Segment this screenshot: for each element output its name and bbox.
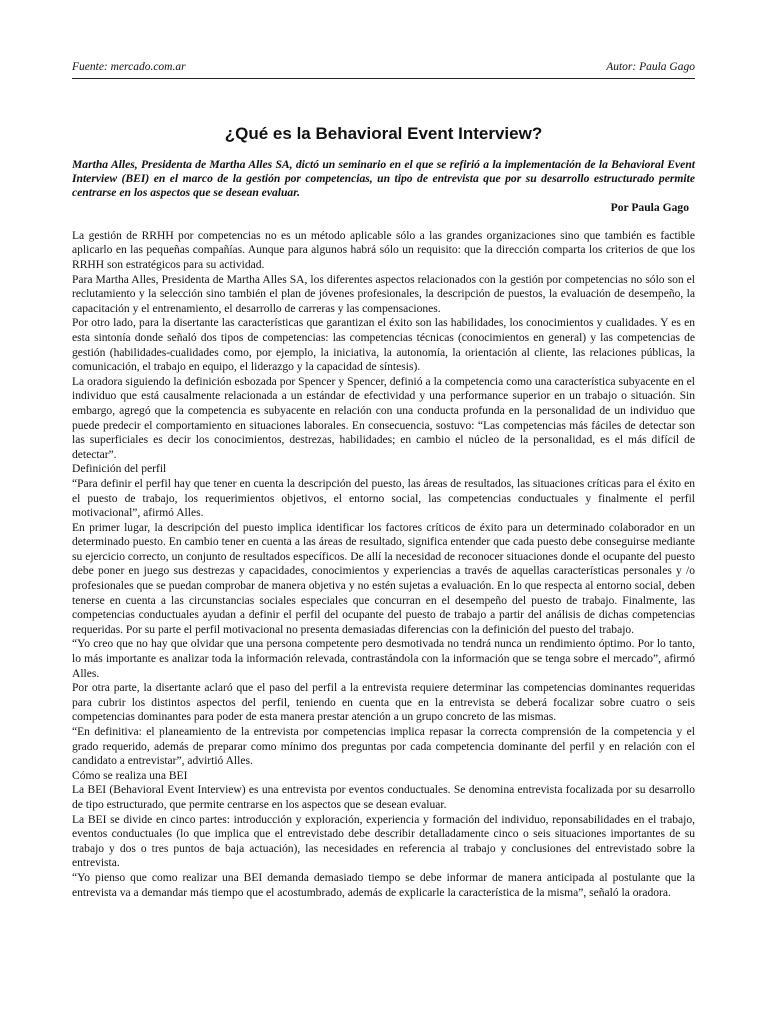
page-header (72, 60, 695, 79)
paragraph: La BEI se divide en cinco partes: introducción y exploración, experiencia y formación del individuo, reponsabilidades en el trabajo, eventos conductuales (lo que implica que el entrevistado debe describir detalladamente cinco o seis situaciones importantes de su trabajo y dos o tres puntos de baja actuación), las necesidades en referencia al trabajo y conclusiones del entrevistado sobre la entrevista. (72, 813, 695, 870)
document-page (72, 60, 695, 900)
section-heading-perfil: Definición del perfil (72, 463, 167, 476)
paragraph: La gestión de RRHH por competencias no es un método aplicable sólo a las grandes organizaciones sino que también es factible aplicarlo en las pequeñas compañías. Aunque para algunos habrá sólo un requisito: que la dirección comparta los criterios de que los RRHH son estratégicos para su actividad. (72, 229, 695, 271)
article-byline: Por Paula Gago (610, 200, 689, 214)
paragraph: La oradora siguiendo la definición esbozada por Spencer y Spencer, definió a la competencia como una característica subyacente en el individuo que está causalmente relacionada a un estándar de efectividad y una performance superior en un trabajo o situación. Sin embargo, agregó que la competencia es subyacente en relación con una conducta profunda en la personalidad de un individuo que puede predecir el comportamiento en situaciones laborales. En consecuencia, sostuvo: “Las competencias más fáciles de detectar son las superficiales es decir los conocimientos, destrezas, habilidades; en cambio el núcleo de la personalidad, es el más difícil de detectar”. (72, 375, 695, 461)
section-heading-bei: Cómo se realiza una BEI (72, 769, 188, 782)
article-lead: Martha Alles, Presidenta de Martha Alles SA, dictó un seminario en el que se refirió a la implementación de la Behavioral Event Interview (BEI) en el marco de la gestión por competencias, un tipo de entrevista que por su desarrollo estructurado permite centrarse en los aspectos que se desean evaluar. (72, 158, 695, 200)
paragraph: La BEI (Behavioral Event Interview) es una entrevista por eventos conductuales. Se denomina entrevista focalizada por su desarrollo de tipo estructurado, que permite centrarse en los aspectos que se desean evaluar. (72, 784, 695, 811)
paragraph: En primer lugar, la descripción del puesto implica identificar los factores críticos de éxito para un determinado colaborador en un determinado puesto. En cambio tener en cuenta a las áreas de resultado, significa entender que cada puesto debe conseguirse mediante su ejercicio correcto, un conjunto de resultados específicos. De allí la necesidad de reconocer situaciones donde el ocupante del puesto debe poner en juego sus destrezas y capacidades, conocimientos y experiencias a través de aquellas características personales y /o profesionales que se puedan comprobar de manera objetiva y no estén sujetas a evaluación. En lo que respecta al entorno social, deben tenerse en cuenta a las circunstancias sociales especiales que concurran en el desempeño del puesto de trabajo. Finalmente, las competencias conductuales ayudan a definir el perfil del ocupante del puesto de trabajo a partir del análisis de dichas competencias requeridas. Por su parte el perfil motivacional no presenta demasiadas diferencias con la definición del puesto del trabajo. (72, 521, 695, 636)
paragraph: “Para definir el perfil hay que tener en cuenta la descripción del puesto, las áreas de resultados, las situaciones críticas para el éxito en el puesto de trabajo, los requerimientos objetivos, el entorno social, las competencias conductuales y finalmente el perfil motivacional”, afirmó Alles. (72, 477, 695, 520)
author-label: Autor: Paula Gago (606, 61, 695, 73)
paragraph: Para Martha Alles, Presidenta de Martha Alles SA, los diferentes aspectos relacionados con la gestión por competencias no sólo son el reclutamiento y la selección sino también el plan de jóvenes profesionales, la descripción de puestos, la evaluación de desempeño, la capacitación y el entrenamiento, el desarrollo de carreras y las compensaciones. (72, 273, 695, 315)
paragraph: “Yo pienso que como realizar una BEI demanda demasiado tiempo se debe informar de manera anticipada al postulante que la entrevista va a demandar más tiempo que el acostumbrado, además de explicarle la característica de la misma”, señaló la oradora. (72, 871, 695, 899)
paragraph: Por otra parte, la disertante aclaró que el paso del perfil a la entrevista requiere determinar las competencias dominantes requeridas para cubrir los distintos aspectos del perfil, teniendo en cuenta que en la entrevista se deberá focalizar sobre cuatro o seis competencias dominantes para poder de esta manera prestar atención a un grupo concreto de las mismas. (72, 682, 695, 724)
source-label: Fuente: mercado.com.ar (72, 61, 186, 73)
paragraph: “En definitiva: el planeamiento de la entrevista por competencias implica repasar la correcta comprensión de la competencia y el grado requerido, además de preparar como mínimo dos preguntas por cada competencia dominante del perfil y en relación con el candidato a entrevistar”, advirtió Alles. (72, 726, 695, 768)
article-body (72, 229, 695, 900)
paragraph: Por otro lado, para la disertante las características que garantizan el éxito son las habilidades, los conocimientos y cualidades. Y es en esta sintonía donde señaló dos tipos de competencias: las competencias técnicas (conocimientos en general) y las competencias de gestión (habilidades-cualidades como, por ejemplo, la iniciativa, la autonomía, la orientación al cliente, las relaciones públicas, la comunicación, el trabajo en equipo, el liderazgo y la capacidad de síntesis). (72, 317, 695, 374)
paragraph: “Yo creo que no hay que olvidar que una persona competente pero desmotivada no tendrá nunca un rendimiento óptimo. Por lo tanto, lo más importante es analizar toda la información relevada, contrastándola con la información que se tenga sobre el mercado”, afirmó Alles. (72, 638, 695, 680)
article-title: ¿Qué es la Behavioral Event Interview? (224, 124, 543, 143)
